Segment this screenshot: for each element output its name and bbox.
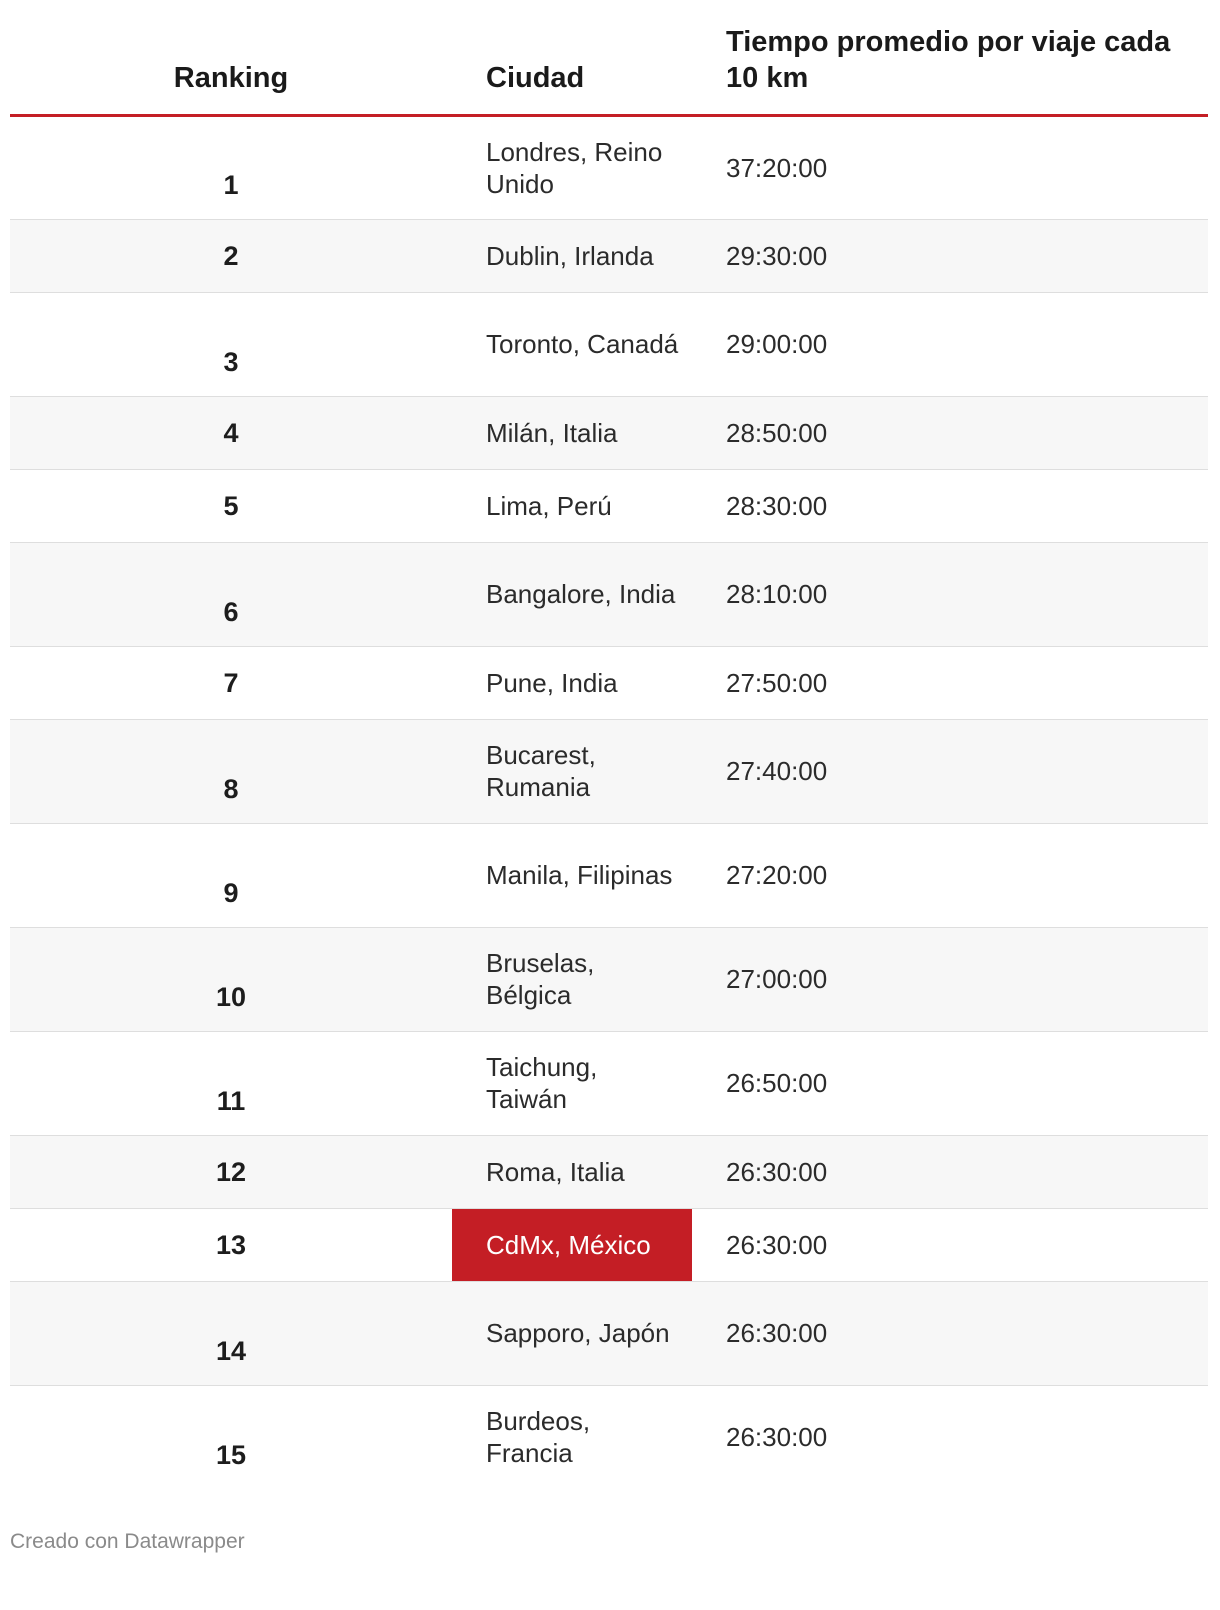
city-ranking-table [10,0,1208,1489]
table-row [10,927,1208,1031]
city-cell: Pune, India [486,667,618,698]
city-cell: Bruselas, Bélgica [452,927,692,1031]
time-cell: 27:00:00 [692,927,1208,1031]
ranking-cell: 9 [223,877,239,908]
column-header-ranking[interactable]: Ranking [10,0,452,115]
ranking-cell: 5 [223,490,239,521]
time-cell: 28:50:00 [692,396,1208,469]
header-row [10,0,1208,115]
time-cell: 26:50:00 [726,1068,828,1098]
datawrapper-table-container [10,0,1208,1489]
table-row [10,646,1208,719]
ranking-cell: 2 [10,219,452,292]
datawrapper-credit: Creado con Datawrapper [10,1530,245,1553]
city-cell: Lima, Perú [486,490,612,521]
time-cell: 29:30:00 [692,219,1208,292]
city-cell: Roma, Italia [452,1135,692,1208]
table-row [10,1031,1208,1135]
city-cell: Taichung, Taiwán [486,1052,598,1114]
ranking-cell: 6 [10,542,452,646]
time-cell: 37:20:00 [726,152,828,183]
city-cell: Bucarest, Rumania [452,719,692,823]
column-header-tiempo[interactable]: Tiempo promedio por viaje cada 10 km [692,0,1208,115]
ranking-cell: 15 [215,1440,247,1470]
table-row [10,469,1208,542]
table-row [10,396,1208,469]
table-row [10,542,1208,646]
time-cell: 28:10:00 [692,542,1208,646]
city-cell: Burdeos, Francia [486,1406,591,1469]
time-cell: 26:30:00 [726,1422,828,1453]
column-header-ciudad[interactable]: Ciudad [452,0,692,115]
city-cell: Milán, Italia [452,396,692,469]
table-row [10,1281,1208,1385]
table-row [10,1208,1208,1281]
table-row [10,823,1208,927]
ranking-cell: 13 [215,1229,247,1260]
ranking-cell: 12 [10,1135,452,1208]
time-cell: 26:30:00 [692,1281,1208,1385]
city-cell: Sapporo, Japón [452,1281,692,1385]
table-row [10,1135,1208,1208]
ranking-cell: 8 [10,719,452,823]
city-cell: Londres, Reino Unido [486,136,663,199]
city-cell: Manila, Filipinas [486,860,673,890]
ranking-cell: 1 [223,169,239,200]
ranking-cell: 14 [10,1281,452,1385]
ranking-cell: 11 [216,1085,246,1116]
table-row [10,1385,1208,1489]
table-row [10,719,1208,823]
table-header [10,0,1208,115]
city-cell: Bangalore, India [452,542,692,646]
time-cell: 27:40:00 [692,719,1208,823]
city-cell: Toronto, Canadá [486,329,679,359]
ranking-cell: 7 [223,667,239,698]
table-row [10,292,1208,396]
time-cell: 28:30:00 [726,490,828,521]
ranking-cell: 10 [10,927,452,1031]
time-cell: 26:30:00 [692,1135,1208,1208]
time-cell: 26:30:00 [726,1229,828,1260]
city-cell-highlighted: CdMx, México [452,1208,692,1281]
table-body [10,115,1208,1489]
time-cell: 27:20:00 [726,860,828,890]
table-row [10,219,1208,292]
ranking-cell: 4 [10,396,452,469]
time-cell: 29:00:00 [726,329,828,359]
time-cell: 27:50:00 [726,667,828,698]
ranking-cell: 3 [223,346,239,377]
city-cell: Dublin, Irlanda [452,219,692,292]
table-row [10,115,1208,219]
